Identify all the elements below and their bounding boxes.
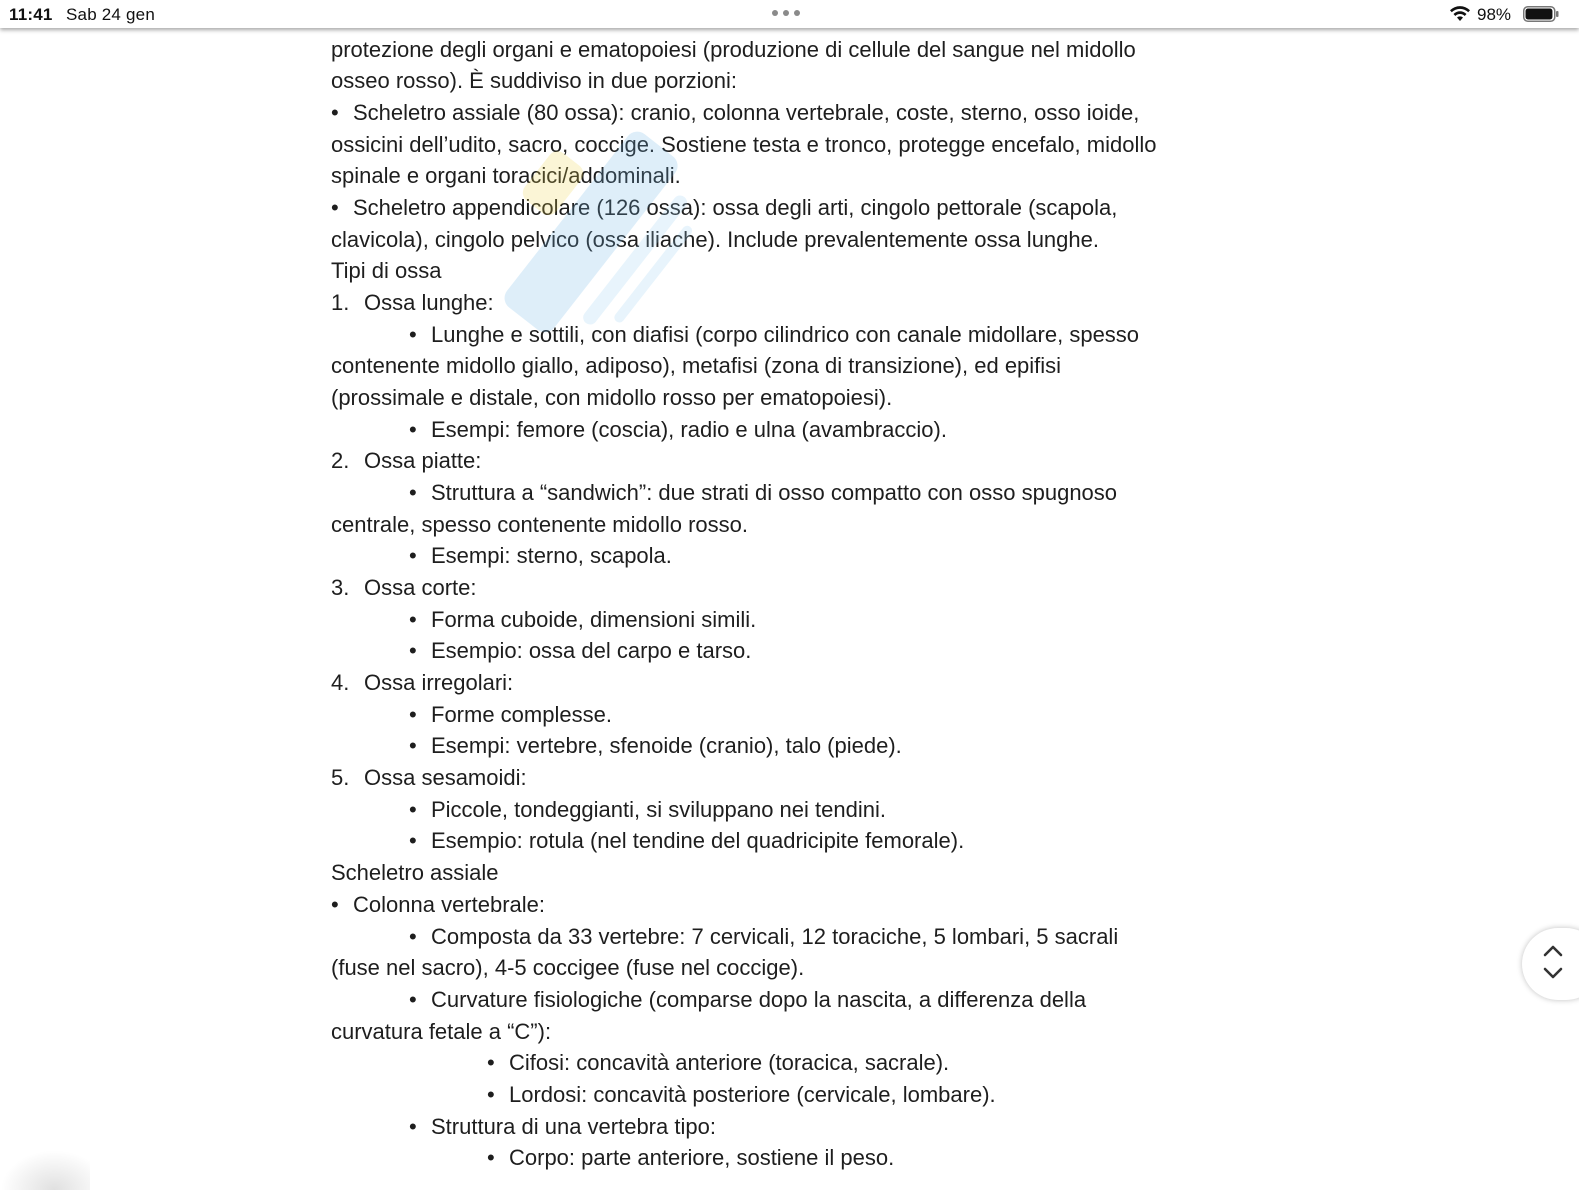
status-bar xyxy=(0,0,1579,28)
list-item xyxy=(409,732,902,760)
chevron-up-down-icon xyxy=(1542,942,1564,982)
list-item xyxy=(487,1049,949,1077)
text-line: centrale, spesso contenente midollo rosso. xyxy=(331,512,749,537)
bullet-icon: • xyxy=(409,480,417,505)
text-line: contenente midollo giallo, adiposo), metafisi (zona di transizione), ed epifisi xyxy=(331,353,1062,378)
multitasking-dots-icon[interactable] xyxy=(772,6,812,20)
bullet-icon: • xyxy=(487,1082,495,1107)
list-item-text: Esempi: vertebre, sfenoide (cranio), talo (piede). xyxy=(431,733,902,758)
list-number: 4. xyxy=(331,670,350,695)
numbered-item-text: Ossa lunghe: xyxy=(364,290,494,315)
text-line: curvatura fetale a “C”): xyxy=(331,1019,552,1044)
list-number: 3. xyxy=(331,575,350,600)
list-item-text: Esempi: femore (coscia), radio e ulna (avambraccio). xyxy=(431,417,947,442)
list-number: 2. xyxy=(331,448,350,473)
status-date: Sab 24 gen xyxy=(66,5,155,24)
list-item xyxy=(409,827,964,855)
text-line: spinale e organi toracici/addominali. xyxy=(331,163,681,188)
numbered-item-text: Ossa piatte: xyxy=(364,448,482,473)
section-heading: Scheletro assiale xyxy=(331,860,499,885)
list-item xyxy=(487,1081,996,1109)
bullet-icon: • xyxy=(409,924,417,949)
bullet-icon: • xyxy=(409,417,417,442)
numbered-item-text: Ossa sesamoidi: xyxy=(364,765,527,790)
numbered-item xyxy=(331,669,513,697)
list-item-text: Lunghe e sottili, con diafisi (corpo cilindrico con canale midollare, spesso xyxy=(431,322,1140,347)
text-line: ossicini dell’udito, sacro, coccige. Sostiene testa e tronco, protegge encefalo, midollo xyxy=(331,132,1157,157)
list-item xyxy=(409,606,756,634)
bullet-icon: • xyxy=(409,702,417,727)
bullet-icon: • xyxy=(409,543,417,568)
list-item-text: Esempio: ossa del carpo e tarso. xyxy=(431,638,752,663)
list-item xyxy=(409,701,612,729)
list-item xyxy=(409,637,751,665)
bullet-icon: • xyxy=(331,100,339,125)
list-item xyxy=(409,542,672,570)
list-item xyxy=(409,923,1118,951)
text-line: protezione degli organi e ematopoiesi (produzione di cellule del sangue nel midollo xyxy=(331,37,1136,62)
list-item-text: Struttura di una vertebra tipo: xyxy=(431,1114,716,1139)
list-item-text: Composta da 33 vertebre: 7 cervicali, 12 toraciche, 5 lombari, 5 sacrali xyxy=(431,924,1119,949)
list-item xyxy=(409,479,1117,507)
text-line: clavicola), cingolo pelvico (ossa iliache). Include prevalentemente ossa lunghe. xyxy=(331,227,1099,252)
numbered-item xyxy=(331,447,481,475)
list-number: 1. xyxy=(331,290,350,315)
list-item xyxy=(331,99,1139,127)
bullet-icon: • xyxy=(487,1145,495,1170)
list-item xyxy=(409,796,886,824)
numbered-item-text: Ossa irregolari: xyxy=(364,670,514,695)
list-item-text: Esempi: sterno, scapola. xyxy=(431,543,672,568)
text-line: (fuse nel sacro), 4-5 coccigee (fuse nel coccige). xyxy=(331,955,805,980)
list-item xyxy=(409,321,1139,349)
list-item xyxy=(487,1144,894,1172)
section-heading: Tipi di ossa xyxy=(331,258,442,283)
bullet-icon: • xyxy=(409,987,417,1012)
numbered-item xyxy=(331,289,494,317)
bullet-icon: • xyxy=(409,607,417,632)
list-item-text: Cifosi: concavità anteriore (toracica, sacrale). xyxy=(509,1050,950,1075)
list-item xyxy=(409,1113,716,1141)
bullet-icon: • xyxy=(409,797,417,822)
bullet-icon: • xyxy=(331,892,339,917)
battery-percent: 98% xyxy=(1477,5,1512,24)
list-number: 5. xyxy=(331,765,350,790)
list-item-text: Scheletro assiale (80 ossa): cranio, colonna vertebrale, coste, sterno, osso ioide, xyxy=(353,100,1140,125)
list-item xyxy=(409,986,1086,1014)
numbered-item xyxy=(331,574,476,602)
list-item-text: Colonna vertebrale: xyxy=(353,892,546,917)
list-item-text: Corpo: parte anteriore, sostiene il peso. xyxy=(509,1145,895,1170)
bullet-icon: • xyxy=(409,638,417,663)
text-line: osseo rosso). È suddiviso in due porzioni: xyxy=(331,68,737,93)
list-item xyxy=(409,416,947,444)
list-item-text: Struttura a “sandwich”: due strati di osso compatto con osso spugnoso xyxy=(431,480,1118,505)
list-item-text: Scheletro appendicolare (126 ossa): ossa degli arti, cingolo pettorale (scapola, xyxy=(353,195,1118,220)
text-line: (prossimale e distale, con midollo rosso per ematopoiesi). xyxy=(331,385,893,410)
status-time: 11:41 xyxy=(9,5,53,24)
list-item-text: Curvature fisiologiche (comparse dopo la nascita, a differenza della xyxy=(431,987,1087,1012)
bullet-icon: • xyxy=(409,1114,417,1139)
list-item-text: Forme complesse. xyxy=(431,702,612,727)
battery-icon xyxy=(1523,6,1559,22)
bullet-icon: • xyxy=(331,195,339,220)
list-item-text: Forma cuboide, dimensioni simili. xyxy=(431,607,757,632)
list-item-text: Lordosi: concavità posteriore (cervicale, lombare). xyxy=(509,1082,996,1107)
list-item xyxy=(331,194,1117,222)
bullet-icon: • xyxy=(409,322,417,347)
list-item xyxy=(331,891,545,919)
bullet-icon: • xyxy=(409,733,417,758)
numbered-item-text: Ossa corte: xyxy=(364,575,477,600)
corner-shadow xyxy=(0,1150,90,1190)
list-item-text: Esempio: rotula (nel tendine del quadricipite femorale). xyxy=(431,828,965,853)
numbered-item xyxy=(331,764,527,792)
bullet-icon: • xyxy=(409,828,417,853)
bullet-icon: • xyxy=(487,1050,495,1075)
wifi-icon xyxy=(1449,5,1471,22)
list-item-text: Piccole, tondeggianti, si sviluppano nei tendini. xyxy=(431,797,886,822)
